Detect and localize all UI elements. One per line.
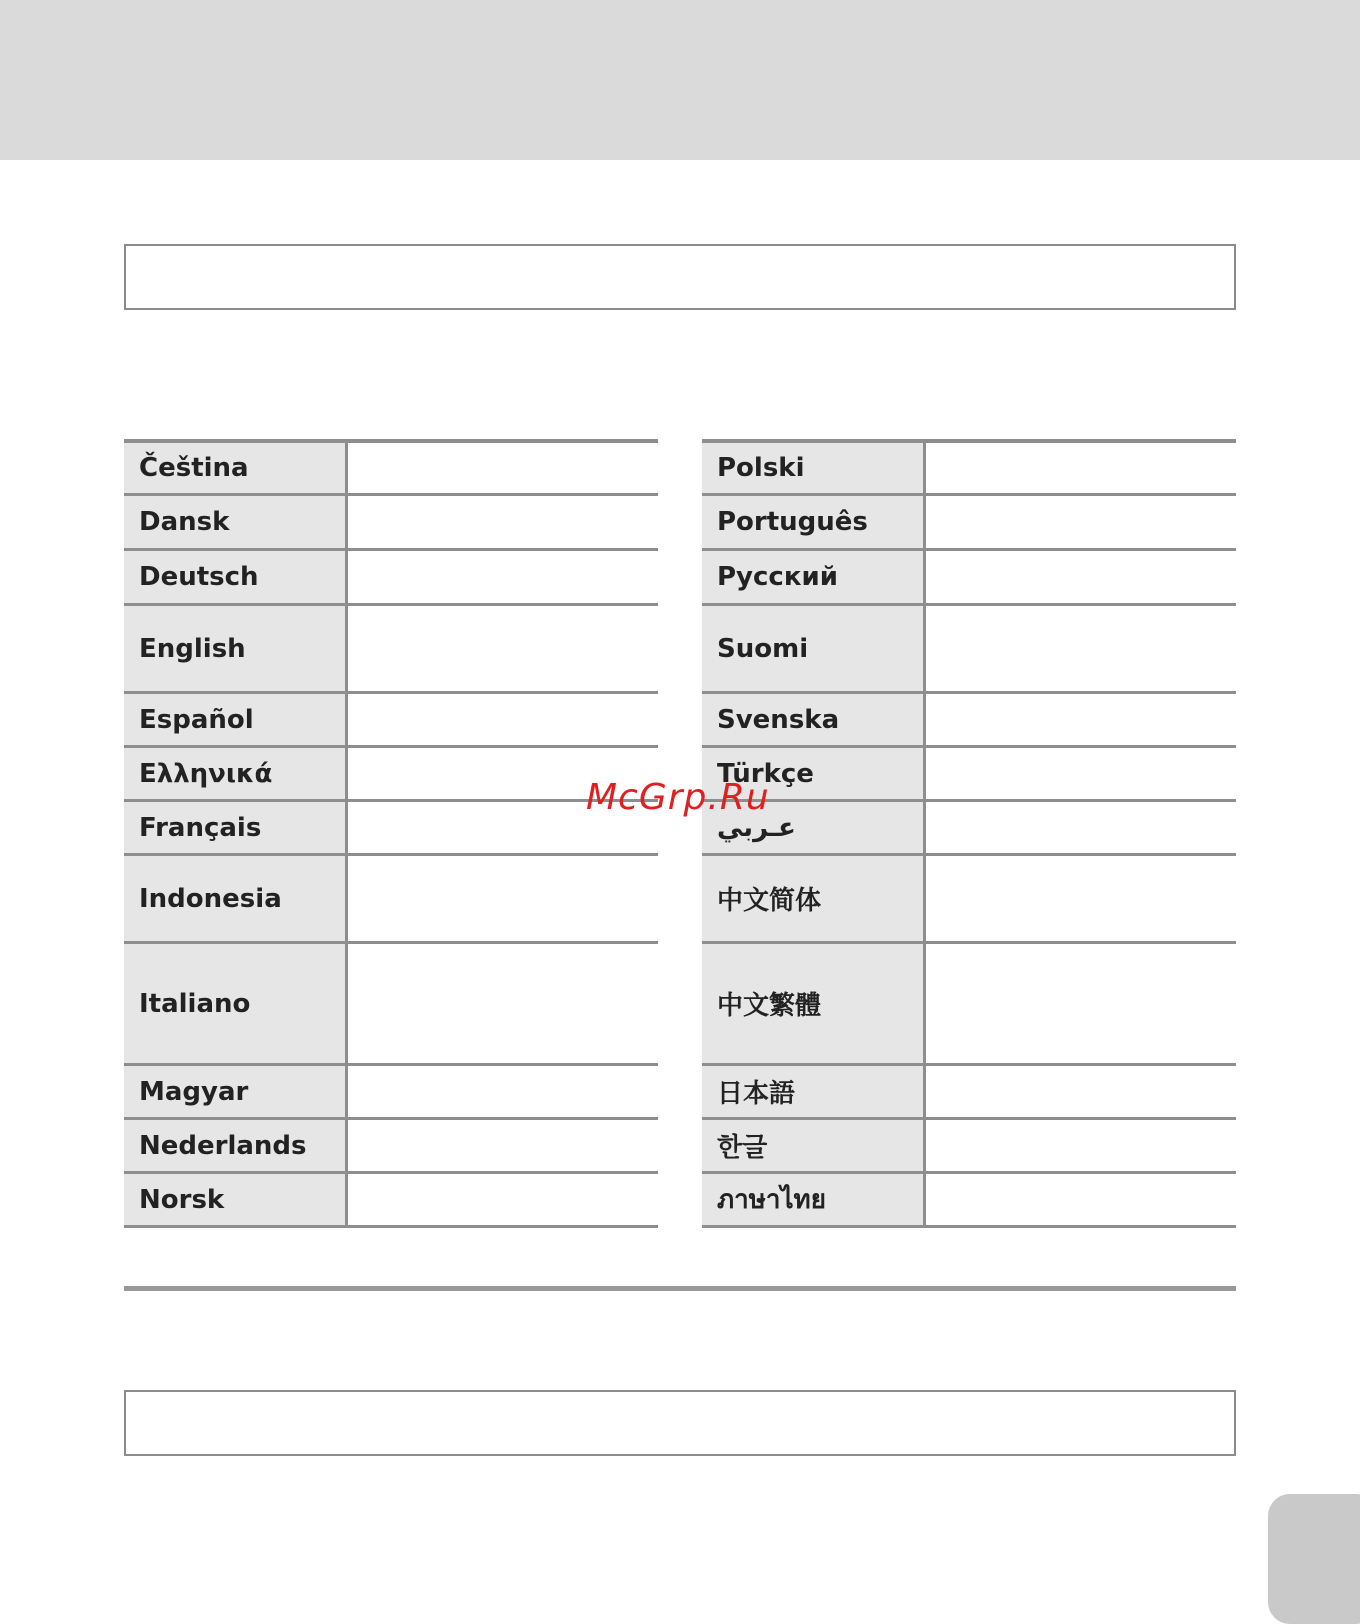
language-description [926,606,1236,691]
language-description [348,496,658,548]
language-description [926,1120,1236,1171]
language-row [124,606,658,694]
language-name: Deutsch [124,551,348,603]
language-description [926,551,1236,603]
language-row [702,694,1236,748]
page-edge-tab [1268,1494,1360,1624]
language-description [348,856,658,941]
language-row [124,802,658,856]
language-name: Čeština [124,443,348,493]
language-name: ภาษาไทย [702,1174,926,1225]
language-description [926,1174,1236,1225]
language-row [124,944,658,1066]
language-description [926,944,1236,1063]
language-description [926,856,1236,941]
language-description [926,443,1236,493]
language-name: Ελληνικά [124,748,348,799]
language-name: Italiano [124,944,348,1063]
language-row [702,1174,1236,1228]
language-row [702,443,1236,496]
note-box-bottom [124,1390,1236,1456]
language-name: عـربي [702,802,926,853]
language-name: Nederlands [124,1120,348,1171]
language-row [124,856,658,944]
language-row [702,496,1236,551]
language-description [926,496,1236,548]
language-table-left [124,439,658,1228]
note-box-top [124,244,1236,310]
language-description [348,443,658,493]
language-row [702,1066,1236,1120]
language-description [926,802,1236,853]
language-row [124,443,658,496]
language-name: Português [702,496,926,548]
language-name: Polski [702,443,926,493]
language-description [348,1066,658,1117]
language-description [926,694,1236,745]
language-description [348,694,658,745]
horizontal-divider [124,1286,1236,1291]
language-name: Svenska [702,694,926,745]
watermark: McGrp.Ru [586,777,770,818]
language-row [702,1120,1236,1174]
language-row [124,551,658,606]
language-name: Indonesia [124,856,348,941]
language-row [702,606,1236,694]
language-row [124,694,658,748]
language-row [702,551,1236,606]
language-row [124,1066,658,1120]
language-name: Русский [702,551,926,603]
language-name: 日本語 [702,1066,926,1117]
language-row [702,856,1236,944]
language-row [124,748,658,802]
header-band [0,0,1360,160]
language-description [926,1066,1236,1117]
language-name: Dansk [124,496,348,548]
language-description [348,1174,658,1225]
language-row [702,944,1236,1066]
language-description [926,748,1236,799]
language-name: Español [124,694,348,745]
language-name: Français [124,802,348,853]
language-description [348,606,658,691]
language-name: Norsk [124,1174,348,1225]
language-name: 한글 [702,1120,926,1171]
language-row [702,802,1236,856]
language-name: 中文简体 [702,856,926,941]
language-name: Magyar [124,1066,348,1117]
language-name: Türkçe [702,748,926,799]
language-row [702,748,1236,802]
language-description [348,551,658,603]
language-description [348,1120,658,1171]
language-row [124,1174,658,1228]
language-description [348,944,658,1063]
language-name: Suomi [702,606,926,691]
language-name: English [124,606,348,691]
language-row [124,1120,658,1174]
language-row [124,496,658,551]
language-name: 中文繁體 [702,944,926,1063]
language-table-right [702,439,1236,1228]
